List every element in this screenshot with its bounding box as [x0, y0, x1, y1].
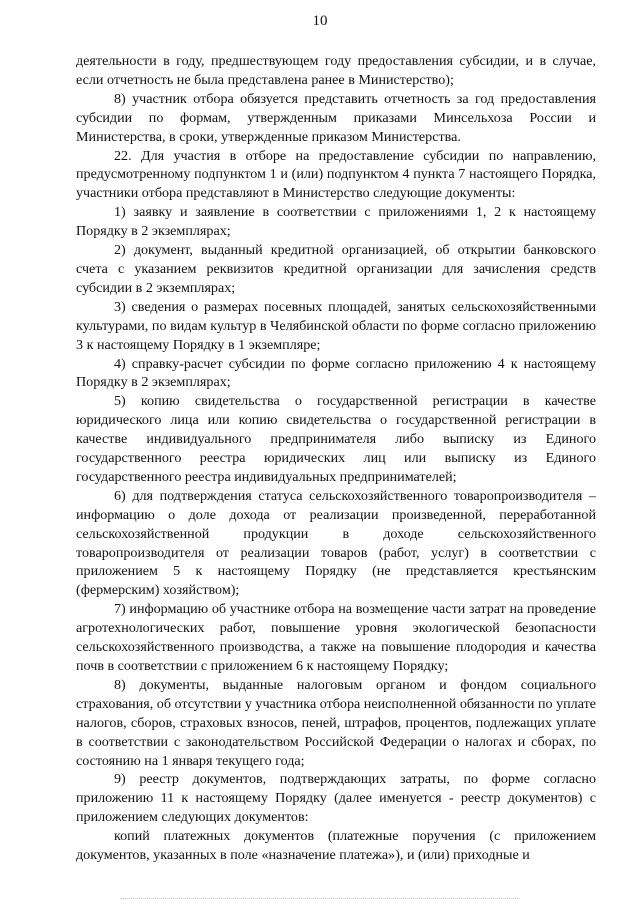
list-item-2: 2) документ, выданный кредитной организацией, об открытии банковского счета с указанием реквизитов кредитной организации для зачисления средств субсидии в 2 экземплярах;	[76, 242, 596, 296]
list-item-1: 1) заявку и заявление в соответствии с приложениями 1, 2 к настоящему Порядку в 2 экземплярах;	[76, 204, 596, 240]
paragraph-clause-22: 22. Для участия в отборе на предоставление субсидии по направлению, предусмотренному подпунктом 1 и (или) подпунктом 4 пункта 7 настоящего Порядка, участники отбора представляют в Министерство следующие документы:	[76, 147, 596, 202]
sub-item-payment-copies: копий платежных документов (платежные поручения (с приложением документов, указанных в поле «назначение платежа»), и (или) приходные и	[76, 828, 596, 864]
list-item-6: 6) для подтверждения статуса сельскохозяйственного товаропроизводителя – информацию о доле дохода от реализации произведенной, переработанной сельскохозяйственной продукции в доходе сельскохозяйственного товаропроизводителя от реализации товаров (работ, услуг) в соответствии с приложением 5 к настоящему Порядку (не представляется крестьянским (фермерским) хозяйством);	[76, 487, 596, 599]
scan-edge-line	[120, 898, 520, 899]
page-number: 10	[312, 13, 328, 29]
document-body	[76, 52, 596, 865]
list-item-9: 9) реестр документов, подтверждающих затраты, по форме согласно приложению 11 к настоящему Порядку (далее именуется - реестр документов) с приложением следующих документов:	[76, 771, 596, 826]
list-item-3: 3) сведения о размерах посевных площадей, занятых сельскохозяйственными культурами, по видам культур в Челябинской области по форме согласно приложению 3 к настоящему Порядку в 1 экземпляре;	[76, 298, 596, 353]
list-item-5: 5) копию свидетельства о государственной регистрации в качестве юридического лица или копию свидетельства о государственной регистрации в качестве индивидуального предпринимателя либо выписку из Единого государственного реестра юридических лиц или выписку из Единого государственного реестра индивидуальных предпринимателей;	[76, 393, 596, 485]
list-item-4: 4) справку-расчет субсидии по форме согласно приложению 4 к настоящему Порядку в 2 экземплярах;	[76, 355, 596, 391]
paragraph-continuation: деятельности в году, предшествующем году предоставления субсидии, и в случае, если отчетность не была представлена ранее в Министерство);	[76, 53, 596, 88]
list-item-8: 8) документы, выданные налоговым органом и фондом социального страхования, об отсутствии у участника отбора неисполненной обязанности по уплате налогов, сборов, страховых взносов, пеней, штрафов, процентов, подлежащих уплате в соответствии с законодательством Российской Федерации о налогах и сборах, по состоянию на 1 января текущего года;	[76, 676, 596, 769]
list-item-7: 7) информацию об участнике отбора на возмещение части затрат на проведение агротехнологических работ, повышение уровня экологической безопасности сельскохозяйственного производства, а также на повышение плодородия и качества почв в соответствии с приложением 6 к настоящему Порядку;	[76, 601, 596, 674]
paragraph-item-8-reporting: 8) участник отбора обязуется представить отчетность за год предоставления субсидии по формам, утвержденным приказами Минсельхоза России и Министерства, в сроки, утвержденные приказом Министерства.	[76, 90, 596, 145]
